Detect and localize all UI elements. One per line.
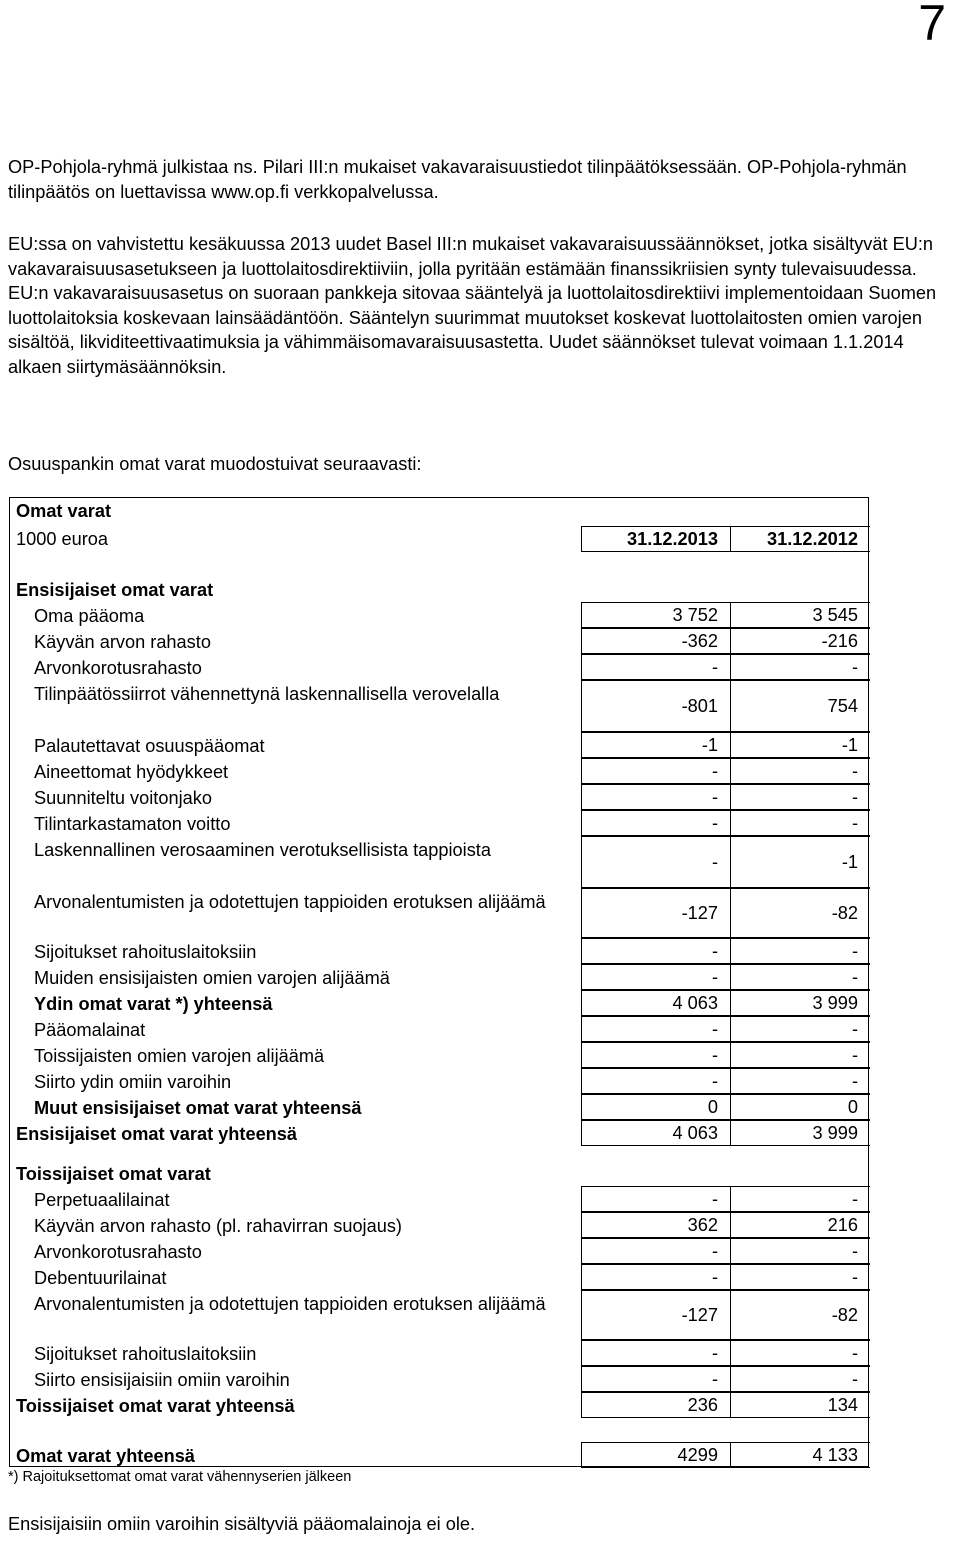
table-row	[10, 602, 870, 628]
value-2012: -	[730, 654, 870, 680]
row-label: Perpetuaalilainat	[34, 1190, 170, 1210]
value-2012: -1	[730, 732, 870, 758]
row-label: Arvonkorotusrahasto	[34, 1242, 202, 1262]
table-row	[10, 654, 870, 680]
value-2012: -	[730, 1042, 870, 1068]
value-2012: -82	[730, 1290, 870, 1340]
value-2013: -	[581, 1042, 730, 1068]
value-2013: -362	[581, 628, 730, 654]
row-label: Toissijaiset omat varat	[16, 1164, 211, 1184]
row-label: Debentuurilainat	[34, 1268, 167, 1288]
value-2013: 3 752	[581, 602, 730, 628]
value-2012: 134	[730, 1392, 870, 1418]
table-row	[10, 836, 870, 888]
row-label: Pääomalainat	[34, 1020, 146, 1040]
row-label: Muiden ensisijaisten omien varojen alijäämä	[34, 968, 390, 988]
row-label: Sijoitukset rahoituslaitoksiin	[34, 942, 257, 962]
value-2012: 3 999	[730, 1120, 870, 1146]
closing-statement: Ensisijaisiin omiin varoihin sisältyviä pääomalainoja ei ole.	[8, 1514, 476, 1534]
value-2012: 4 133	[730, 1442, 870, 1468]
col-header-2013: 31.12.2013	[581, 526, 730, 552]
row-label: Ensisijaiset omat varat yhteensä	[16, 1124, 298, 1144]
value-2012: -	[730, 784, 870, 810]
table-row	[10, 1186, 870, 1212]
table-row	[10, 1016, 870, 1042]
table-row	[10, 784, 870, 810]
row-label: Käyvän arvon rahasto (pl. rahavirran suojaus)	[34, 1216, 402, 1236]
table-row	[10, 1094, 870, 1120]
table-row	[10, 1366, 870, 1392]
table-row	[10, 1238, 870, 1264]
value-2012: -	[730, 1366, 870, 1392]
value-2013: -	[581, 938, 730, 964]
value-2012: -	[730, 1238, 870, 1264]
table-header-row	[10, 526, 870, 552]
table-row	[10, 1392, 870, 1418]
table-row	[10, 888, 870, 938]
value-2012: -	[730, 938, 870, 964]
table-row	[10, 964, 870, 990]
value-2013: -	[581, 1186, 730, 1212]
value-2013: 362	[581, 1212, 730, 1238]
table-row	[10, 1068, 870, 1094]
value-2013: -	[581, 1264, 730, 1290]
value-2012: -216	[730, 628, 870, 654]
row-label: Suunniteltu voitonjako	[34, 788, 212, 808]
row-label: Käyvän arvon rahasto	[34, 632, 211, 652]
value-2012: -	[730, 810, 870, 836]
table-row	[10, 732, 870, 758]
value-2013: 236	[581, 1392, 730, 1418]
value-2012: 754	[730, 680, 870, 732]
value-2012: -	[730, 1264, 870, 1290]
row-label: Tilintarkastamaton voitto	[34, 814, 231, 834]
row-label: Siirto ydin omiin varoihin	[34, 1072, 232, 1092]
value-2012: 216	[730, 1212, 870, 1238]
table-row	[10, 1160, 870, 1186]
table-row	[10, 1120, 870, 1146]
value-2012: 3 545	[730, 602, 870, 628]
row-label: Aineettomat hyödykkeet	[34, 762, 229, 782]
value-2013: 4299	[581, 1442, 730, 1468]
row-label: Omat varat yhteensä	[16, 1446, 195, 1466]
value-2013: -	[581, 810, 730, 836]
own-funds-table	[9, 497, 869, 1467]
value-2013: -	[581, 758, 730, 784]
table-row	[10, 628, 870, 654]
value-2013: -	[581, 784, 730, 810]
table-title: Omat varat	[16, 501, 112, 521]
value-2013: -	[581, 1068, 730, 1094]
table-title-row	[10, 500, 870, 524]
table-row	[10, 576, 870, 602]
value-2013: -	[581, 1366, 730, 1392]
row-label: Sijoitukset rahoituslaitoksiin	[34, 1344, 257, 1364]
value-2012: -	[730, 1340, 870, 1366]
intro-paragraph-2: EU:ssa on vahvistettu kesäkuussa 2013 uudet Basel III:n mukaiset vakavaraisuussäännökset, jotka sisältyvät EU:n vakavaraisuusasetukseen ja luottolaitosdirektiiviin, jolla pyritään estämään finanssikriisien synty tulevaisuudessa. EU:n vakavaraisuusasetus on suoraan pankkeja sitovaa sääntelyä ja luottolaitosdirektiivi implementoidaan Suomen luottolaitoksia koskevaan lainsäädäntöön. Sääntelyn suurimmat muutokset koskevat luottolaitosten omien varojen sisältöä, likviditeettivaatimuksia ja vähimmäisomavaraisuusastetta. Uudet säännökset tulevat voimaan 1.1.2014 alkaen siirtymäsäännöksin.	[8, 234, 937, 377]
row-label: Arvonkorotusrahasto	[34, 658, 202, 678]
row-label: Palautettavat osuuspääomat	[34, 736, 265, 756]
value-2013: -	[581, 1016, 730, 1042]
row-label: Muut ensisijaiset omat varat yhteensä	[34, 1098, 362, 1118]
value-2012: -	[730, 1186, 870, 1212]
table-row	[10, 1340, 870, 1366]
value-2013: 0	[581, 1094, 730, 1120]
row-label: Ensisijaiset omat varat	[16, 580, 214, 600]
col-header-2012: 31.12.2012	[730, 526, 870, 552]
row-label: Siirto ensisijaisiin omiin varoihin	[34, 1370, 290, 1390]
value-2013: 4 063	[581, 990, 730, 1016]
footnote: *) Rajoituksettomat omat varat vähennyserien jälkeen	[8, 1469, 352, 1485]
table-row	[10, 1290, 870, 1340]
value-2012: 3 999	[730, 990, 870, 1016]
value-2012: -	[730, 1068, 870, 1094]
value-2013: 4 063	[581, 1120, 730, 1146]
table-row	[10, 1212, 870, 1238]
value-2012: -	[730, 758, 870, 784]
row-label: Tilinpäätössiirrot vähennettynä laskennallisella verovelalla	[34, 684, 500, 704]
row-label: Arvonalentumisten ja odotettujen tappioiden erotuksen alijäämä	[34, 892, 546, 912]
table-row	[10, 680, 870, 732]
value-2013: -	[581, 964, 730, 990]
value-2013: -1	[581, 732, 730, 758]
row-label: Arvonalentumisten ja odotettujen tappioiden erotuksen alijäämä	[34, 1294, 546, 1314]
row-label: Toissijaisten omien varojen alijäämä	[34, 1046, 325, 1066]
value-2012: -	[730, 964, 870, 990]
table-intro: Osuuspankin omat varat muodostuivat seuraavasti:	[8, 454, 422, 474]
row-label: Toissijaiset omat varat yhteensä	[16, 1396, 295, 1416]
value-2013: -127	[581, 888, 730, 938]
value-2012: -	[730, 1016, 870, 1042]
table-row	[10, 1442, 870, 1468]
table-row	[10, 1264, 870, 1290]
value-2013: -	[581, 836, 730, 888]
table-row	[10, 758, 870, 784]
value-2013: -127	[581, 1290, 730, 1340]
table-row	[10, 938, 870, 964]
value-2013: -	[581, 654, 730, 680]
value-2013: -	[581, 1238, 730, 1264]
table-row	[10, 1042, 870, 1068]
value-2013: -801	[581, 680, 730, 732]
table-row	[10, 810, 870, 836]
unit-label: 1000 euroa	[16, 529, 109, 549]
value-2013: -	[581, 1340, 730, 1366]
page-number: 7	[918, 0, 946, 51]
value-2012: 0	[730, 1094, 870, 1120]
value-2012: -82	[730, 888, 870, 938]
row-label: Laskennallinen verosaaminen verotuksellisista tappioista	[34, 840, 491, 860]
intro-paragraph-1: OP-Pohjola-ryhmä julkistaa ns. Pilari III:n mukaiset vakavaraisuustiedot tilinpäätöksessään. OP-Pohjola-ryhmän tilinpäätös on luettavissa www.op.fi verkkopalvelussa.	[8, 157, 907, 202]
row-label: Oma pääoma	[34, 606, 145, 626]
table-row	[10, 990, 870, 1016]
row-label: Ydin omat varat *) yhteensä	[34, 994, 273, 1014]
value-2012: -1	[730, 836, 870, 888]
